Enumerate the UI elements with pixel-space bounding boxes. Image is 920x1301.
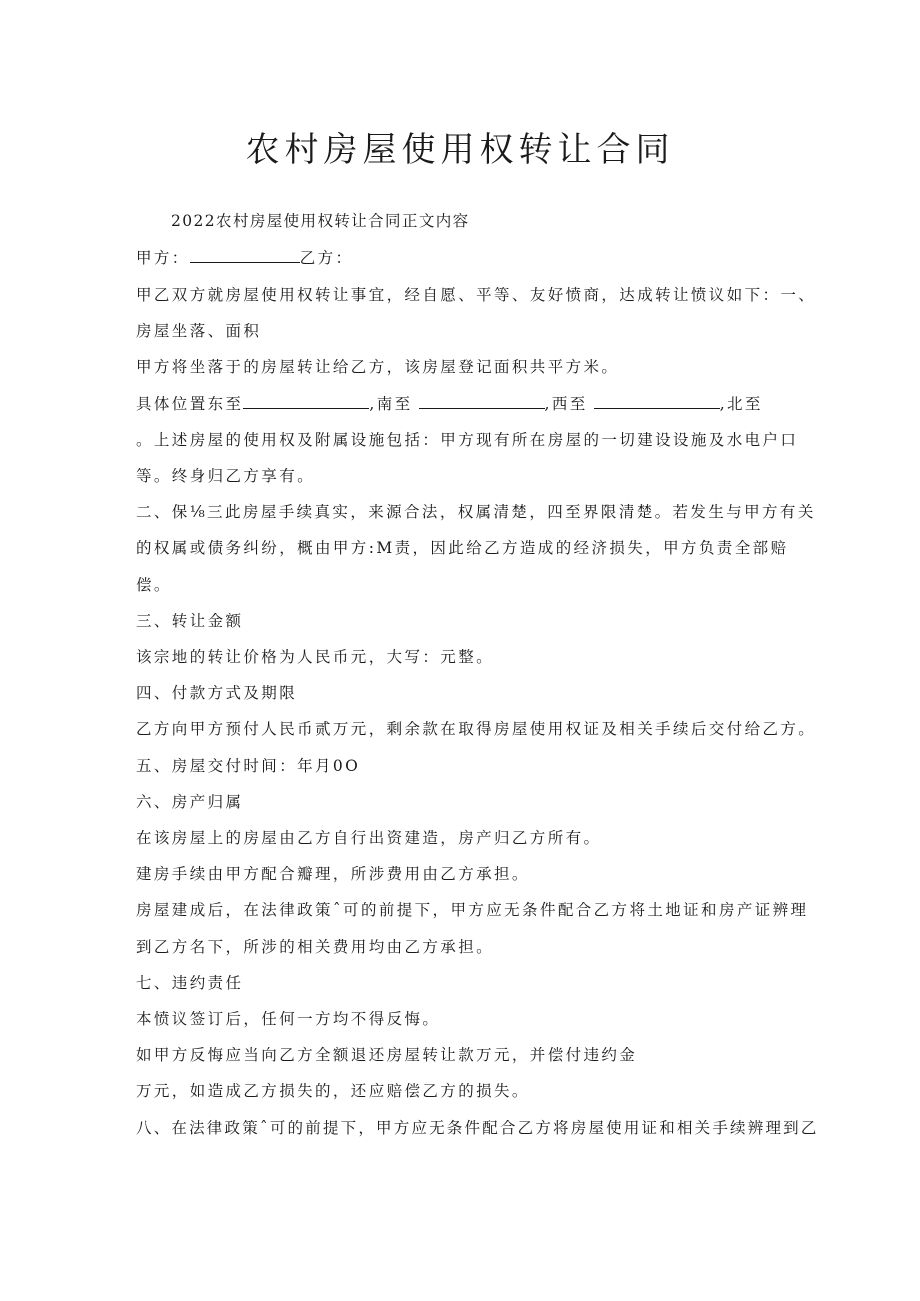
party-a-blank <box>190 248 300 263</box>
section-6-paragraph-1: 在该房屋上的房屋由乙方自行出资建造，房产归乙方所有。 <box>136 829 602 847</box>
section-1-paragraph-1: 甲方将坐落于的房屋转让给乙方，该房屋登记面积共平方米。 <box>136 358 620 376</box>
section-2-line-1: 二、保⅛三此房屋手续真实，来源合法，权属清楚，四至界限清楚。若发生与甲方有关 <box>136 503 816 521</box>
section-6-paragraph-2: 建房手续由甲方配合瓣理，所涉费用由乙方承担。 <box>136 865 530 883</box>
section-3-heading: 三、转让金额 <box>136 612 244 630</box>
section-3-paragraph: 该宗地的转让价格为人民币元，大写：元整。 <box>136 648 495 666</box>
preamble: 甲乙双方就房屋使用权转让事宜，经自愿、平等、友好愤商，达成转让愤议如下：一、 <box>136 286 817 304</box>
section-5-heading: 五、房屋交付时间：年月0O <box>136 757 361 775</box>
location-east-label: 具体位置东至 <box>136 395 244 413</box>
section-8-line-1: 八、在法律政策ˆ可的前提下，甲方应无条件配合乙方将房屋使用证和相关手续辨理到乙 <box>136 1119 819 1137</box>
section-7-paragraph-2-line-2: 万元，如造成乙方损失的，还应赔偿乙方的损失。 <box>136 1082 530 1100</box>
section-4-heading: 四、付款方式及期限 <box>136 684 298 702</box>
location-north-label: ,北至 <box>719 395 763 413</box>
section-6-heading: 六、房产归属 <box>136 793 244 811</box>
section-1-heading: 房屋坐落、面积 <box>136 322 262 340</box>
document-subtitle: 2022农村房屋使用权转让合同正文内容 <box>171 212 470 230</box>
section-7-paragraph-2-line-1: 如甲方反悔应当向乙方全额退还房屋转让款万元，并偿付违约金 <box>136 1046 638 1064</box>
party-b-label: 乙方： <box>299 249 354 267</box>
party-a-label: 甲方： <box>136 249 190 267</box>
section-7-paragraph-1: 本愤议签订后，任何一方均不得反悔。 <box>136 1010 441 1028</box>
location-west-label: ,西至 <box>544 395 588 413</box>
location-south-blank <box>419 394 545 409</box>
section-6-paragraph-3-line-1: 房屋建成后，在法律政策ˆ可的前提下，甲方应无条件配合乙方将土地证和房产证辨理 <box>136 901 809 919</box>
document-title: 农村房屋使用权转让合同 <box>245 130 675 170</box>
parties-line <box>136 248 353 268</box>
location-west-blank <box>594 394 720 409</box>
section-7-heading: 七、违约责任 <box>136 974 244 992</box>
location-east-blank <box>243 394 369 409</box>
section-6-paragraph-3-line-2: 到乙方名下，所涉的相关费用均由乙方承担。 <box>136 938 495 956</box>
section-2-line-2: 的权属或债务纠纷，概由甲方:M责，因此给乙方造成的经济损失，甲方负责全部赔 <box>136 539 789 557</box>
section-4-paragraph: 乙方向甲方预付人民币贰万元，剩余款在取得房屋使用权证及相关手续后交付给乙方。 <box>136 720 817 738</box>
section-1-paragraph-2-line-1: 。上述房屋的使用权及附属设施包括：甲方现有所在房屋的一切建设设施及水电户口 <box>136 431 799 449</box>
location-line <box>136 394 763 414</box>
section-2-line-3: 偿。 <box>136 576 172 594</box>
location-south-label: ,南至 <box>369 395 413 413</box>
section-1-paragraph-2-line-2: 等。终身归乙方享有。 <box>136 467 316 485</box>
